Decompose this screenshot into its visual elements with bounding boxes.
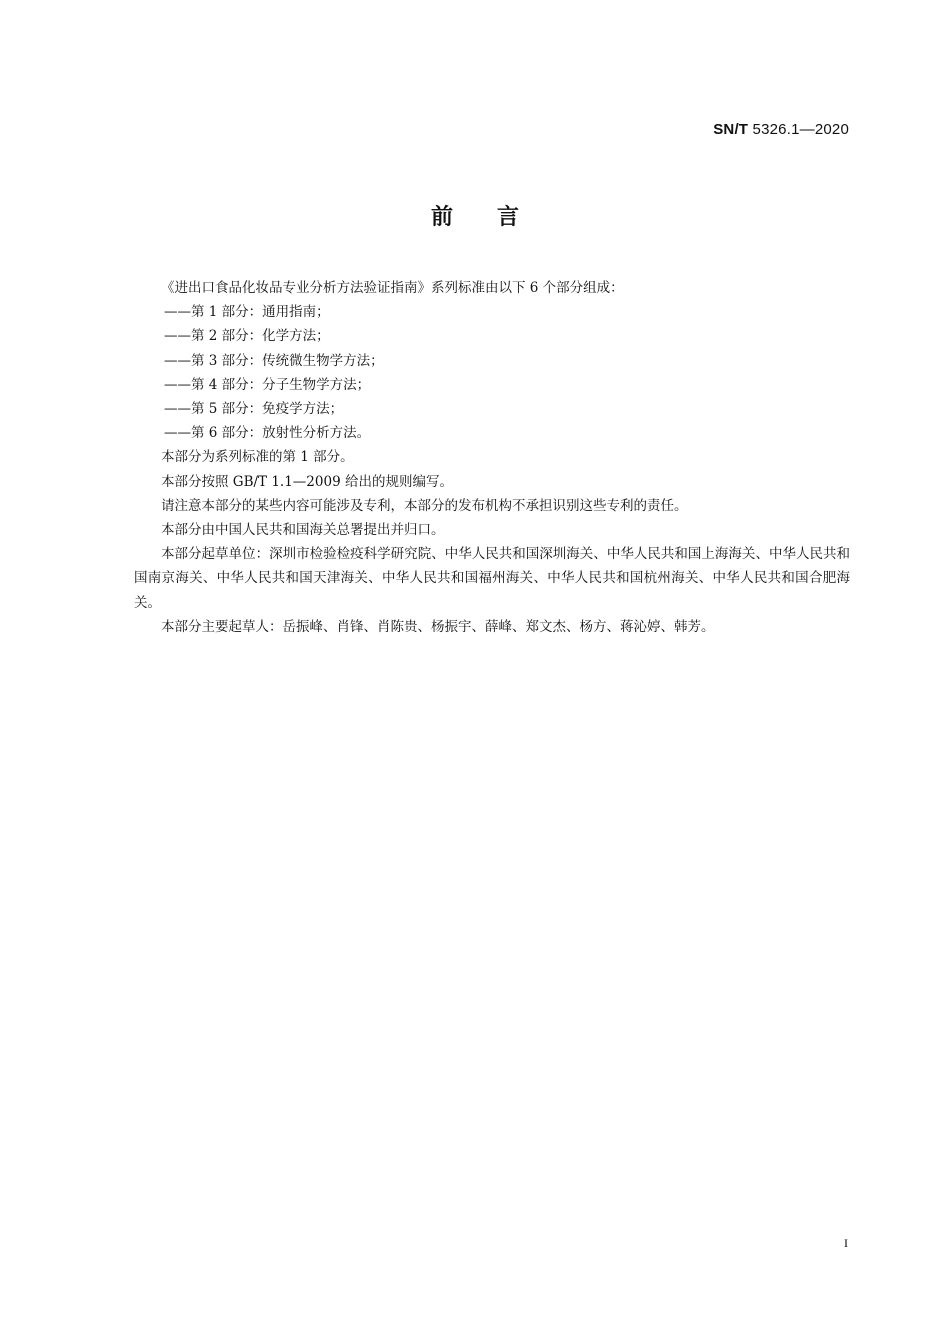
part-list-item: ——第 4 部分：分子生物学方法； xyxy=(164,376,371,393)
drafting-units-paragraph: 本部分起草单位：深圳市检验检疫科学研究院、中华人民共和国深圳海关、中华人民共和国上海海关、中华人民共和国南京海关、中华人民共和国天津海关、中华人民共和国福州海关、中华人民共和国杭州海关、中华人民共和国合肥海关。 xyxy=(134,546,850,611)
standard-code-number: 5326.1—2020 xyxy=(752,121,849,138)
page-title-char-1: 前 xyxy=(430,205,453,230)
standard-code xyxy=(713,121,849,138)
drafters-paragraph: 本部分主要起草人：岳振峰、肖锋、肖陈贵、杨振宇、薛峰、郑文杰、杨方、蒋沁婷、韩芳。 xyxy=(161,618,715,635)
part-list-item: ——第 3 部分：传统微生物学方法； xyxy=(164,352,384,369)
page-title xyxy=(0,200,950,231)
this-part-paragraph: 本部分为系列标准的第 1 部分。 xyxy=(161,449,354,466)
page-number: I xyxy=(844,1236,848,1250)
page-title-char-2: 言 xyxy=(497,205,520,230)
part-list-item: ——第 5 部分：免疫学方法； xyxy=(164,401,344,418)
part-list-item: ——第 6 部分：放射性分析方法。 xyxy=(164,425,371,442)
drafting-rules-paragraph: 本部分按照 GB/T 1.1—2009 给出的规则编写。 xyxy=(161,473,453,490)
part-list-item: ——第 2 部分：化学方法； xyxy=(164,328,330,345)
proposer-paragraph: 本部分由中国人民共和国海关总署提出并归口。 xyxy=(161,522,445,539)
foreword-body xyxy=(134,276,850,639)
patent-notice-paragraph: 请注意本部分的某些内容可能涉及专利，本部分的发布机构不承担识别这些专利的责任。 xyxy=(161,497,688,514)
intro-paragraph: 《进出口食品化妆品专业分析方法验证指南》系列标准由以下 6 个部分组成： xyxy=(161,280,624,296)
part-list-item: ——第 1 部分：通用指南； xyxy=(164,304,330,321)
standard-code-prefix: SN/T xyxy=(713,121,749,138)
